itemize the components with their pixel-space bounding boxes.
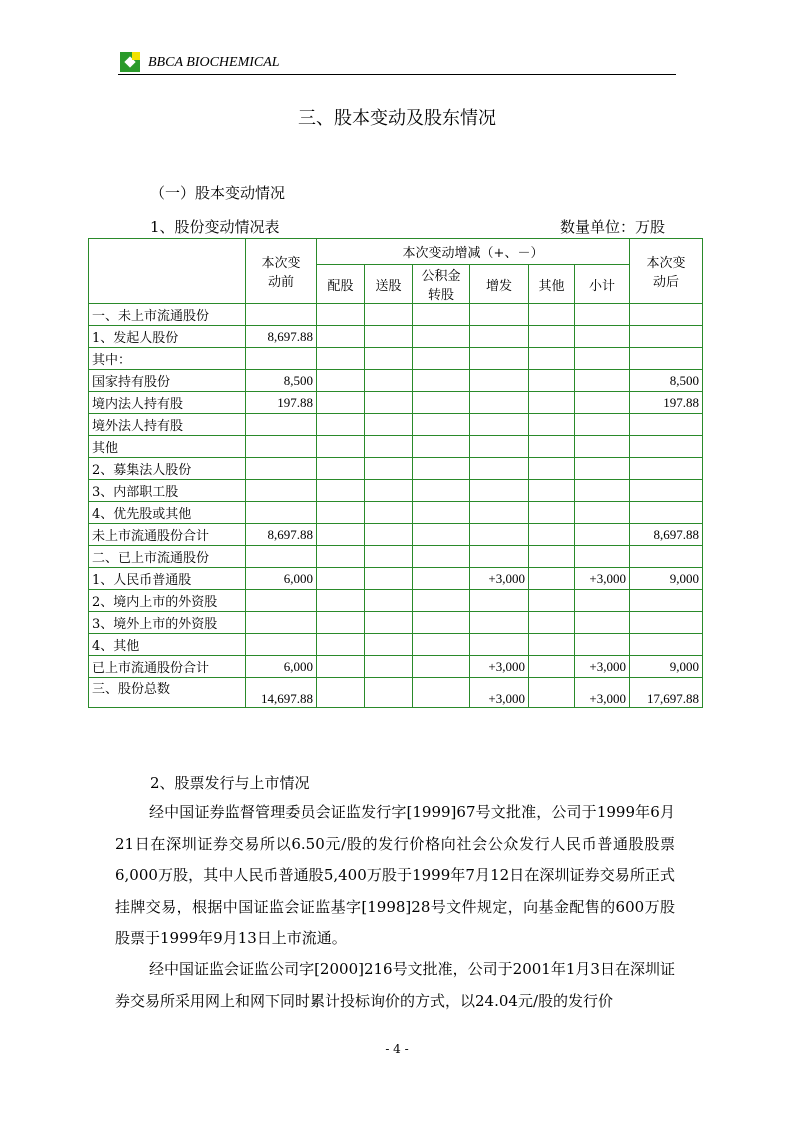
value-cell bbox=[317, 370, 365, 392]
subheader-cell: 公积金转股 bbox=[413, 265, 470, 304]
value-cell bbox=[246, 414, 317, 436]
value-cell bbox=[413, 480, 470, 502]
value-cell bbox=[413, 392, 470, 414]
value-cell bbox=[470, 414, 529, 436]
header-blank bbox=[89, 239, 246, 304]
value-cell bbox=[365, 414, 413, 436]
value-cell: 197.88 bbox=[246, 392, 317, 414]
value-cell bbox=[575, 524, 630, 546]
value-cell bbox=[470, 502, 529, 524]
value-cell bbox=[365, 348, 413, 370]
row-label: 1、人民币普通股 bbox=[89, 568, 246, 590]
value-cell bbox=[246, 546, 317, 568]
value-cell bbox=[317, 326, 365, 348]
section-heading-2: 2、股票发行与上市情况 bbox=[150, 774, 310, 792]
value-cell bbox=[365, 678, 413, 708]
subheader-cell: 送股 bbox=[365, 265, 413, 304]
table-row bbox=[89, 524, 703, 546]
value-cell bbox=[317, 678, 365, 708]
table-row bbox=[89, 326, 703, 348]
value-cell bbox=[246, 502, 317, 524]
value-cell bbox=[413, 656, 470, 678]
row-label: 一、未上市流通股份 bbox=[89, 304, 246, 326]
value-cell bbox=[470, 436, 529, 458]
subheader-cell: 其他 bbox=[529, 265, 575, 304]
value-cell bbox=[630, 502, 703, 524]
value-cell bbox=[365, 612, 413, 634]
table-row bbox=[89, 458, 703, 480]
value-cell bbox=[529, 480, 575, 502]
value-cell bbox=[317, 590, 365, 612]
table-row bbox=[89, 590, 703, 612]
value-cell bbox=[575, 458, 630, 480]
table-row bbox=[89, 546, 703, 568]
value-cell bbox=[365, 524, 413, 546]
value-cell bbox=[317, 612, 365, 634]
value-cell: +3,000 bbox=[575, 678, 630, 708]
table-row bbox=[89, 656, 703, 678]
value-cell bbox=[365, 502, 413, 524]
header-after: 本次变动后 bbox=[630, 239, 703, 304]
value-cell bbox=[365, 634, 413, 656]
table-row bbox=[89, 568, 703, 590]
table-row bbox=[89, 414, 703, 436]
value-cell bbox=[413, 414, 470, 436]
value-cell bbox=[246, 480, 317, 502]
value-cell bbox=[246, 304, 317, 326]
value-cell bbox=[529, 634, 575, 656]
value-cell bbox=[575, 480, 630, 502]
value-cell bbox=[630, 304, 703, 326]
row-label: 境内法人持有股 bbox=[89, 392, 246, 414]
value-cell bbox=[413, 370, 470, 392]
value-cell bbox=[575, 370, 630, 392]
value-cell bbox=[470, 480, 529, 502]
value-cell bbox=[365, 326, 413, 348]
value-cell bbox=[365, 392, 413, 414]
row-label: 未上市流通股份合计 bbox=[89, 524, 246, 546]
value-cell bbox=[317, 458, 365, 480]
value-cell: +3,000 bbox=[470, 568, 529, 590]
value-cell bbox=[246, 348, 317, 370]
row-label: 境外法人持有股 bbox=[89, 414, 246, 436]
page-number: - 4 - bbox=[385, 1042, 409, 1056]
value-cell bbox=[413, 326, 470, 348]
value-cell bbox=[365, 546, 413, 568]
value-cell: 14,697.88 bbox=[246, 678, 317, 708]
value-cell bbox=[246, 436, 317, 458]
value-cell bbox=[529, 678, 575, 708]
value-cell bbox=[470, 326, 529, 348]
value-cell bbox=[529, 590, 575, 612]
value-cell: +3,000 bbox=[470, 678, 529, 708]
value-cell bbox=[575, 546, 630, 568]
value-cell bbox=[529, 502, 575, 524]
row-label: 4、优先股或其他 bbox=[89, 502, 246, 524]
value-cell bbox=[365, 458, 413, 480]
value-cell: 8,500 bbox=[246, 370, 317, 392]
value-cell bbox=[470, 612, 529, 634]
row-label: 其中： bbox=[89, 348, 246, 370]
value-cell bbox=[317, 656, 365, 678]
value-cell bbox=[413, 524, 470, 546]
table-row bbox=[89, 370, 703, 392]
value-cell bbox=[317, 634, 365, 656]
value-cell bbox=[413, 502, 470, 524]
value-cell bbox=[529, 370, 575, 392]
value-cell bbox=[413, 678, 470, 708]
value-cell bbox=[529, 546, 575, 568]
value-cell bbox=[246, 590, 317, 612]
unit-label: 数量单位：万股 bbox=[560, 218, 666, 236]
value-cell bbox=[317, 414, 365, 436]
value-cell bbox=[529, 656, 575, 678]
row-label: 二、已上市流通股份 bbox=[89, 546, 246, 568]
value-cell bbox=[630, 326, 703, 348]
table-row bbox=[89, 348, 703, 370]
value-cell: +3,000 bbox=[575, 656, 630, 678]
value-cell: 197.88 bbox=[630, 392, 703, 414]
value-cell bbox=[317, 546, 365, 568]
value-cell bbox=[470, 370, 529, 392]
value-cell: 9,000 bbox=[630, 656, 703, 678]
value-cell bbox=[529, 568, 575, 590]
value-cell bbox=[630, 348, 703, 370]
value-cell bbox=[575, 326, 630, 348]
value-cell bbox=[470, 546, 529, 568]
value-cell bbox=[630, 612, 703, 634]
value-cell bbox=[413, 634, 470, 656]
share-change-table bbox=[88, 238, 703, 708]
value-cell bbox=[575, 348, 630, 370]
row-label: 3、境外上市的外资股 bbox=[89, 612, 246, 634]
value-cell bbox=[317, 436, 365, 458]
value-cell bbox=[470, 304, 529, 326]
value-cell bbox=[529, 326, 575, 348]
value-cell bbox=[365, 568, 413, 590]
header-change: 本次变动增减（+、－） bbox=[317, 239, 630, 265]
value-cell bbox=[413, 436, 470, 458]
row-label: 三、股份总数 bbox=[89, 678, 246, 708]
value-cell bbox=[365, 480, 413, 502]
paragraph-1: 经中国证券监督管理委员会证监发行字[1999]67号文批准，公司于1999年6月21日在深圳证券交易所以6.50元/股的发行价格向社会公众发行人民币普通股股票6,000万股，其中人民币普通股5,400万股于1999年7月12日在深圳证券交易所正式挂牌交易，根据中国证监会证监基字[1998]28号文件规定，向基金配售的600万股股票于1999年9月13日上市流通。 bbox=[115, 803, 675, 947]
value-cell bbox=[470, 392, 529, 414]
value-cell bbox=[246, 634, 317, 656]
value-cell bbox=[470, 458, 529, 480]
value-cell bbox=[317, 304, 365, 326]
page-title: 三、股本变动及股东情况 bbox=[298, 108, 496, 129]
value-cell bbox=[317, 392, 365, 414]
value-cell bbox=[529, 436, 575, 458]
table-row bbox=[89, 678, 703, 708]
value-cell: 9,000 bbox=[630, 568, 703, 590]
value-cell bbox=[365, 656, 413, 678]
table-row bbox=[89, 480, 703, 502]
value-cell bbox=[575, 436, 630, 458]
value-cell bbox=[470, 590, 529, 612]
value-cell bbox=[575, 414, 630, 436]
value-cell bbox=[470, 524, 529, 546]
value-cell bbox=[529, 304, 575, 326]
header-before: 本次变动前 bbox=[246, 239, 317, 304]
value-cell bbox=[630, 480, 703, 502]
page-header bbox=[118, 50, 676, 75]
value-cell bbox=[246, 612, 317, 634]
value-cell bbox=[529, 392, 575, 414]
subheader-cell: 配股 bbox=[317, 265, 365, 304]
paragraph-2: 经中国证监会证监公司字[2000]216号文批准，公司于2001年1月3日在深圳证券交易所采用网上和网下同时累计投标询价的方式，以24.04元/股的发行价 bbox=[115, 960, 675, 1010]
value-cell bbox=[630, 546, 703, 568]
value-cell bbox=[630, 634, 703, 656]
value-cell bbox=[470, 348, 529, 370]
value-cell bbox=[365, 590, 413, 612]
row-label: 3、内部职工股 bbox=[89, 480, 246, 502]
row-label: 4、其他 bbox=[89, 634, 246, 656]
value-cell bbox=[529, 524, 575, 546]
value-cell bbox=[246, 458, 317, 480]
value-cell bbox=[413, 590, 470, 612]
value-cell bbox=[575, 590, 630, 612]
value-cell bbox=[630, 436, 703, 458]
table-row bbox=[89, 634, 703, 656]
table-title: 1、股份变动情况表 bbox=[150, 218, 280, 236]
row-label: 1、发起人股份 bbox=[89, 326, 246, 348]
value-cell bbox=[413, 612, 470, 634]
value-cell: 6,000 bbox=[246, 568, 317, 590]
value-cell bbox=[413, 348, 470, 370]
value-cell bbox=[575, 502, 630, 524]
value-cell: +3,000 bbox=[470, 656, 529, 678]
row-label: 2、境内上市的外资股 bbox=[89, 590, 246, 612]
value-cell bbox=[413, 304, 470, 326]
section-heading: （一）股本变动情况 bbox=[150, 184, 286, 202]
value-cell: 8,697.88 bbox=[246, 524, 317, 546]
value-cell: 6,000 bbox=[246, 656, 317, 678]
value-cell bbox=[529, 414, 575, 436]
row-label: 2、募集法人股份 bbox=[89, 458, 246, 480]
value-cell bbox=[575, 634, 630, 656]
table-row bbox=[89, 502, 703, 524]
subheader-cell: 增发 bbox=[470, 265, 529, 304]
table-row bbox=[89, 392, 703, 414]
value-cell bbox=[470, 634, 529, 656]
value-cell bbox=[317, 480, 365, 502]
brand-name: BBCA BIOCHEMICAL bbox=[148, 55, 280, 70]
value-cell bbox=[365, 436, 413, 458]
value-cell: +3,000 bbox=[575, 568, 630, 590]
value-cell bbox=[365, 370, 413, 392]
value-cell bbox=[413, 568, 470, 590]
table-row bbox=[89, 304, 703, 326]
value-cell bbox=[575, 392, 630, 414]
value-cell bbox=[630, 458, 703, 480]
row-label: 其他 bbox=[89, 436, 246, 458]
value-cell bbox=[413, 458, 470, 480]
value-cell: 8,697.88 bbox=[246, 326, 317, 348]
subheader-cell: 小计 bbox=[575, 265, 630, 304]
value-cell bbox=[575, 612, 630, 634]
row-label: 国家持有股份 bbox=[89, 370, 246, 392]
value-cell bbox=[317, 568, 365, 590]
row-label: 已上市流通股份合计 bbox=[89, 656, 246, 678]
value-cell: 8,697.88 bbox=[630, 524, 703, 546]
value-cell bbox=[529, 348, 575, 370]
value-cell bbox=[575, 304, 630, 326]
value-cell bbox=[630, 414, 703, 436]
value-cell bbox=[317, 524, 365, 546]
value-cell bbox=[365, 304, 413, 326]
value-cell bbox=[317, 502, 365, 524]
value-cell bbox=[529, 612, 575, 634]
value-cell: 8,500 bbox=[630, 370, 703, 392]
value-cell bbox=[317, 348, 365, 370]
value-cell bbox=[529, 458, 575, 480]
value-cell bbox=[630, 590, 703, 612]
table-row bbox=[89, 436, 703, 458]
table-row bbox=[89, 612, 703, 634]
value-cell bbox=[413, 546, 470, 568]
bbca-logo-icon bbox=[120, 52, 140, 72]
value-cell: 17,697.88 bbox=[630, 678, 703, 708]
